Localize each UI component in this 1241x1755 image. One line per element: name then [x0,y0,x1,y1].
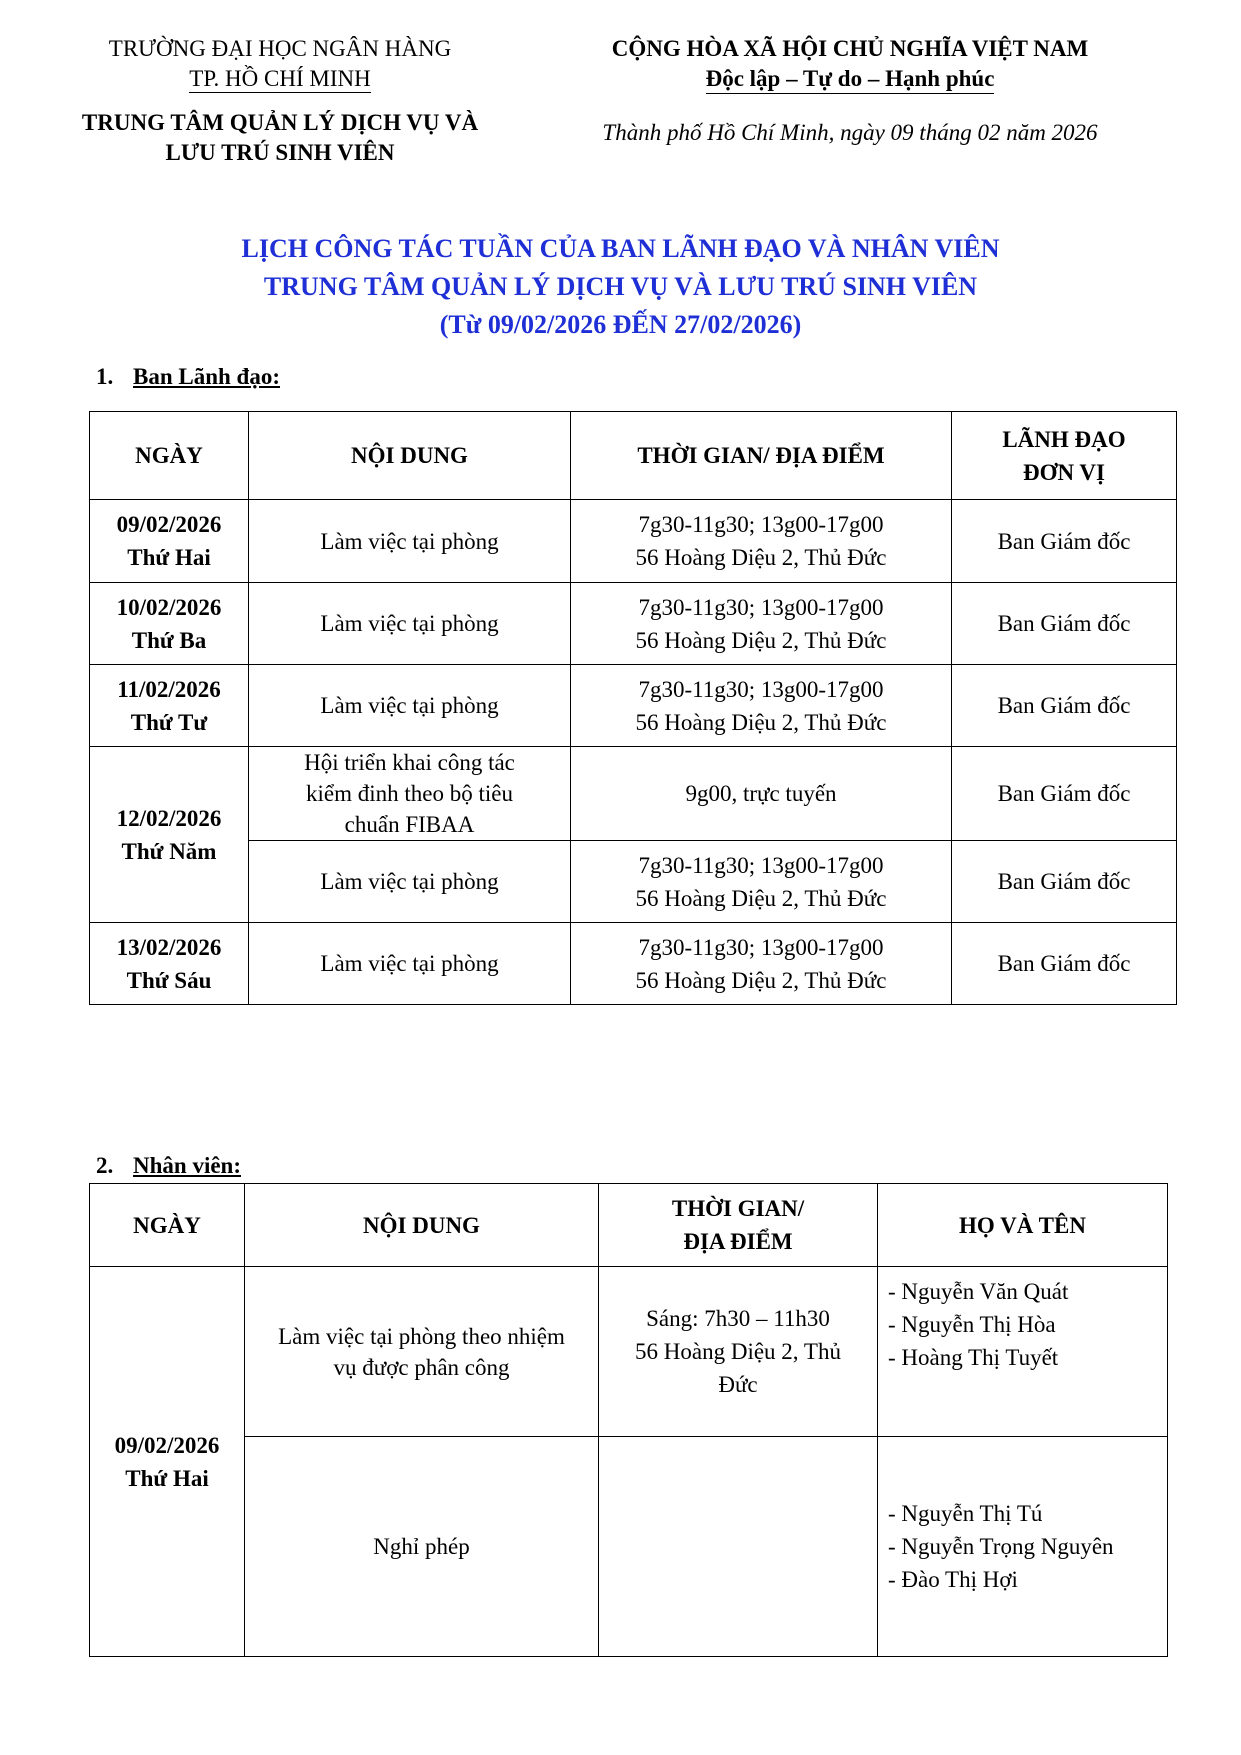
title-line3: (Từ 09/02/2026 ĐẾN 27/02/2026) [439,310,802,339]
title-line2: TRUNG TÂM QUẢN LÝ DỊCH VỤ VÀ LƯU TRÚ SINH VIÊN [263,272,978,301]
table-row [90,923,1177,1005]
row-content: Làm việc tại phòng theo nhiệm vụ được phân công [245,1267,599,1437]
row-time-place: 7g30-11g30; 13g00-17g00 56 Hoàng Diệu 2, Thủ Đức [571,841,952,923]
row-time-place: 9g00, trực tuyến [571,747,952,841]
row-time-place: 7g30-11g30; 13g00-17g00 56 Hoàng Diệu 2, Thủ Đức [571,500,952,583]
leadership-table [89,411,1177,1005]
section-number: 1. [96,364,114,389]
national-title: CỘNG HÒA XÃ HỘI CHỦ NGHĨA VIỆT NAM [611,36,1089,61]
row-time-place: 7g30-11g30; 13g00-17g00 56 Hoàng Diệu 2, Thủ Đức [571,583,952,665]
table-row [90,583,1177,665]
staff-name: - Hoàng Thị Tuyết [888,1345,1059,1370]
staff-name: - Nguyễn Văn Quát [888,1279,1069,1304]
row-content: Làm việc tại phòng [249,665,571,747]
col-time-place: THỜI GIAN/ ĐỊA ĐIỂM [571,412,952,500]
col-leader: LÃNH ĐẠO ĐƠN VỊ [952,412,1177,500]
staff-name: - Nguyễn Trọng Nguyên [888,1534,1114,1559]
staff-name: - Đào Thị Hợi [888,1567,1018,1592]
row-names [878,1437,1168,1657]
col-name: HỌ VÀ TÊN [878,1184,1168,1267]
section-staff-heading [96,1153,241,1179]
row-content: Hội triển khai công tác kiểm đinh theo bộ tiêu chuẩn FIBAA [249,747,571,841]
staff-table [89,1183,1168,1657]
center-name-line1: TRUNG TÂM QUẢN LÝ DỊCH VỤ VÀ [81,110,479,135]
row-content: Làm việc tại phòng [249,923,571,1005]
table-row [90,1437,1168,1657]
col-content: NỘI DUNG [245,1184,599,1267]
row-date: 13/02/2026 Thứ Sáu [90,923,249,1005]
table-row [90,747,1177,841]
row-leader: Ban Giám đốc [952,923,1177,1005]
row-date: 10/02/2026 Thứ Ba [90,583,249,665]
table-header-row [90,412,1177,500]
row-time-place: 7g30-11g30; 13g00-17g00 56 Hoàng Diệu 2, Thủ Đức [571,923,952,1005]
row-time-place: Sáng: 7h30 – 11h30 56 Hoàng Diệu 2, Thủ Đức [599,1267,878,1437]
row-date: 09/02/2026 Thứ Hai [90,500,249,583]
section-leadership-heading [96,364,280,390]
university-name: TRƯỜNG ĐẠI HỌC NGÂN HÀNG [108,36,452,61]
university-city: TP. HỒ CHÍ MINH [189,66,371,91]
document-date: Thành phố Hồ Chí Minh, ngày 09 tháng 02 năm 2026 [602,120,1098,145]
row-leader: Ban Giám đốc [952,665,1177,747]
org-header [60,34,500,168]
row-date: 09/02/2026 Thứ Hai [90,1267,245,1657]
section-number: 2. [96,1153,114,1178]
row-leader: Ban Giám đốc [952,500,1177,583]
section-label: Ban Lãnh đạo: [133,364,281,389]
row-date: 11/02/2026 Thứ Tư [90,665,249,747]
row-leader: Ban Giám đốc [952,583,1177,665]
col-date: NGÀY [90,1184,245,1267]
row-content: Làm việc tại phòng [249,841,571,923]
title-line1: LỊCH CÔNG TÁC TUẦN CỦA BAN LÃNH ĐẠO VÀ NHÂN VIÊN [241,234,1000,263]
row-date: 12/02/2026 Thứ Năm [90,747,249,923]
table-row [90,500,1177,583]
table-row [90,1267,1168,1437]
table-row [90,665,1177,747]
col-time-place: THỜI GIAN/ ĐỊA ĐIỂM [599,1184,878,1267]
row-content: Nghỉ phép [245,1437,599,1657]
row-time-place [599,1437,878,1657]
row-time-place: 7g30-11g30; 13g00-17g00 56 Hoàng Diệu 2, Thủ Đức [571,665,952,747]
section-label: Nhân viên: [133,1153,241,1178]
row-leader: Ban Giám đốc [952,841,1177,923]
row-leader: Ban Giám đốc [952,747,1177,841]
staff-name: - Nguyễn Thị Tú [888,1501,1043,1526]
table-row [90,841,1177,923]
center-name-line2: LƯU TRÚ SINH VIÊN [165,140,395,165]
staff-name: - Nguyễn Thị Hòa [888,1312,1056,1337]
row-content: Làm việc tại phòng [249,500,571,583]
national-motto: Độc lập – Tự do – Hạnh phúc [706,65,995,94]
col-date: NGÀY [90,412,249,500]
national-header [540,34,1160,148]
row-names [878,1267,1168,1437]
table-header-row [90,1184,1168,1267]
document-title [0,230,1241,344]
row-content: Làm việc tại phòng [249,583,571,665]
col-content: NỘI DUNG [249,412,571,500]
